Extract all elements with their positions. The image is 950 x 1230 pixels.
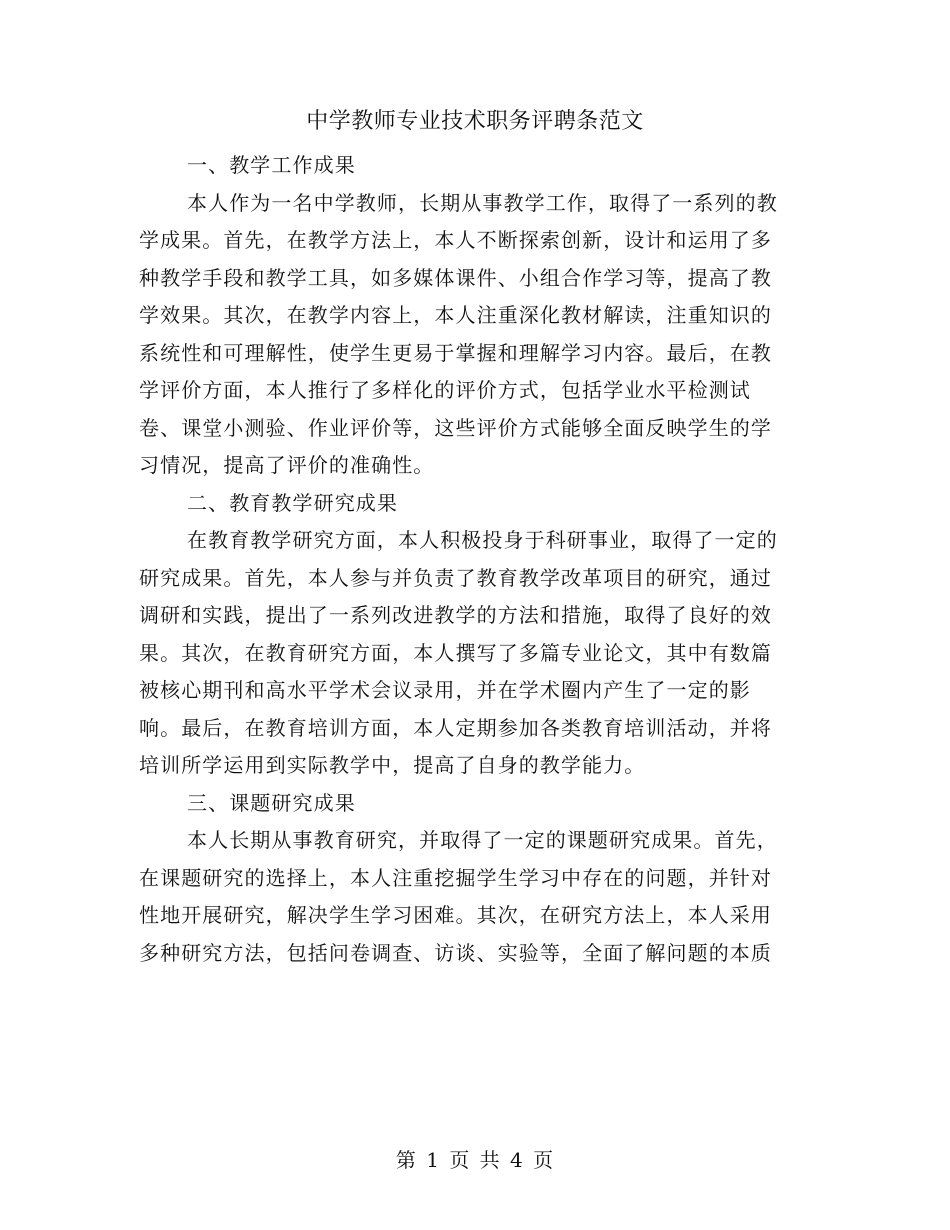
paragraph-line: 培训所学运用到实际教学中，提高了自身的教学能力。 bbox=[139, 753, 646, 777]
paragraph-line: 被核心期刊和高水平学术会议录用，并在学术圈内产生了一定的影 bbox=[139, 678, 751, 702]
page-number-footer: 第 1 页 共 4 页 bbox=[395, 1148, 555, 1172]
section-heading: 二、教育教学研究成果 bbox=[187, 490, 398, 515]
paragraph-line: 卷、课堂小测验、作业评价等，这些评价方式能够全面反映学生的学 bbox=[139, 415, 772, 440]
paragraph-line: 果。其次，在教育研究方面，本人撰写了多篇专业论文，其中有数篇 bbox=[139, 640, 772, 665]
paragraph-line: 在教育教学研究方面，本人积极投身于科研事业，取得了一定的 bbox=[187, 528, 778, 552]
section-heading: 三、课题研究成果 bbox=[187, 790, 356, 815]
paragraph-line: 调研和实践，提出了一系列改进教学的方法和措施，取得了良好的效 bbox=[139, 603, 772, 627]
paragraph-line: 在课题研究的选择上，本人注重挖掘学生学习中存在的问题，并针对 bbox=[139, 865, 772, 890]
document-title: 中学教师专业技术职务评聘条范文 bbox=[306, 109, 644, 134]
paragraph-line: 本人长期从事教育研究，并取得了一定的课题研究成果。首先， bbox=[187, 828, 778, 852]
paragraph-line: 本人作为一名中学教师，长期从事教学工作，取得了一系列的教 bbox=[187, 190, 778, 215]
paragraph-line: 响。最后，在教育培训方面，本人定期参加各类教育培训活动，并将 bbox=[139, 715, 772, 740]
section-heading: 一、教学工作成果 bbox=[187, 153, 356, 177]
paragraph-line: 习情况，提高了评价的准确性。 bbox=[139, 453, 435, 477]
paragraph-line: 系统性和可理解性，使学生更易于掌握和理解学习内容。最后，在教 bbox=[139, 340, 772, 365]
paragraph-line: 种教学手段和教学工具，如多媒体课件、小组合作学习等，提高了教 bbox=[139, 265, 772, 290]
document-body bbox=[139, 147, 804, 972]
paragraph-line: 学成果。首先，在教学方法上，本人不断探索创新，设计和运用了多 bbox=[139, 228, 772, 252]
paragraph-line: 性地开展研究，解决学生学习困难。其次，在研究方法上，本人采用 bbox=[139, 903, 772, 927]
paragraph-line: 学评价方面，本人推行了多样化的评价方式，包括学业水平检测试 bbox=[139, 378, 751, 402]
paragraph-line: 多种研究方法，包括问卷调查、访谈、实验等，全面了解问题的本质 bbox=[139, 940, 772, 965]
paragraph-line: 学效果。其次，在教学内容上，本人注重深化教材解读，注重知识的 bbox=[139, 303, 772, 327]
paragraph-line: 研究成果。首先，本人参与并负责了教育教学改革项目的研究，通过 bbox=[139, 565, 772, 590]
